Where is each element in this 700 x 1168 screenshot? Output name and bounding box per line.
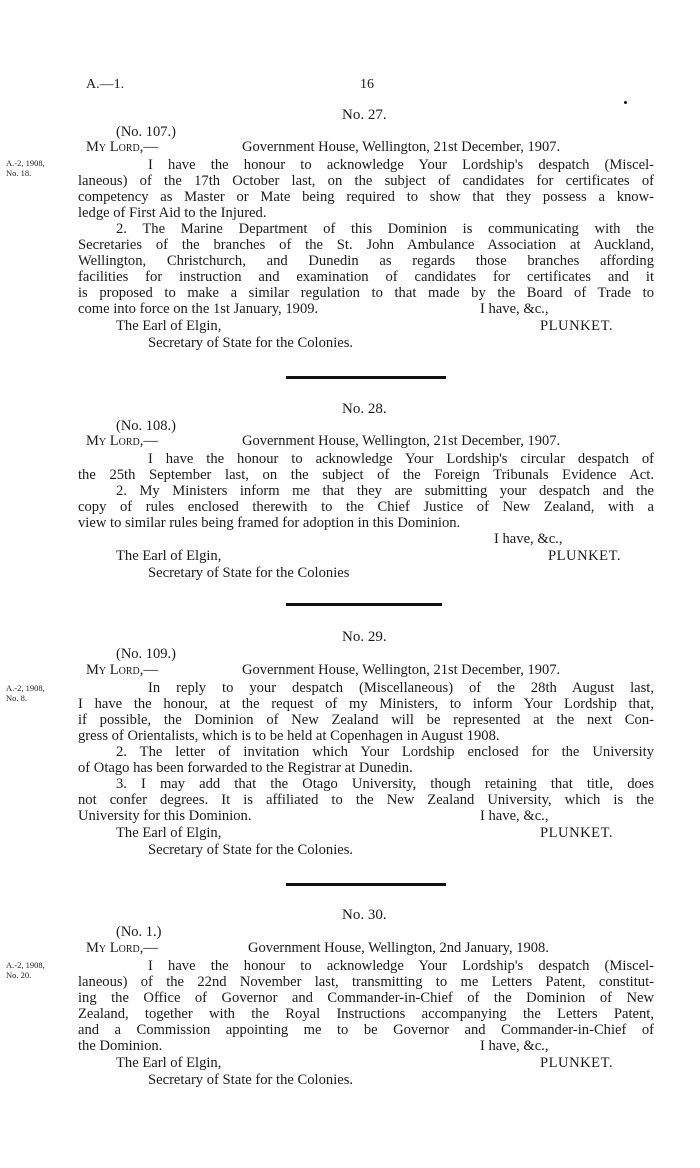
section-divider	[286, 603, 442, 606]
salutation: My Lord,—	[86, 940, 158, 956]
section-divider	[286, 376, 446, 379]
salutation: My Lord,—	[86, 433, 158, 449]
body-line: if possible, the Dominion of New Zealand will be represented at the next Con-	[78, 712, 654, 728]
body-line: competency as Master or Mate being required to show that they possess a know-	[78, 189, 654, 205]
body-line: gress of Orientalists, which is to be held at Copenhagen in August 1908.	[78, 728, 500, 744]
margin-note	[6, 158, 45, 178]
letter-number: No. 30.	[342, 907, 387, 923]
closing: I have, &c.,	[480, 808, 549, 824]
place-date: Government House, Wellington, 2nd January, 1908.	[248, 940, 549, 956]
recipient: The Earl of Elgin,	[116, 548, 222, 564]
body-line: Wellington, Christchurch, and Dunedin as regards those branches affording	[78, 253, 654, 269]
letter-ref: (No. 109.)	[116, 646, 177, 662]
margin-note-line: A.-2, 1908,	[6, 960, 45, 970]
closing: I have, &c.,	[480, 301, 549, 317]
body-line: 2. My Ministers inform me that they are submitting your despatch and the	[116, 483, 654, 499]
letter-ref: (No. 107.)	[116, 124, 177, 140]
page-number: 16	[360, 77, 374, 92]
signature: PLUNKET.	[540, 1055, 614, 1071]
body-line: is proposed to make a similar regulation to that made by the Board of Trade to	[78, 285, 654, 301]
salutation: My Lord,—	[86, 662, 158, 678]
body-line: of Otago has been forwarded to the Registrar at Dunedin.	[78, 760, 413, 776]
letter-number: No. 28.	[342, 401, 387, 417]
body-line: 3. I may add that the Otago University, though retaining that title, does	[116, 776, 654, 792]
body-line: copy of rules enclosed therewith to the Chief Justice of New Zealand, with a	[78, 499, 654, 515]
body-line: I have the honour to acknowledge Your Lordship's despatch (Miscel-	[148, 958, 654, 974]
body-line: Zealand, together with the Royal Instructions accompanying the Letters Patent,	[78, 1006, 654, 1022]
closing: I have, &c.,	[480, 1038, 549, 1054]
signature: PLUNKET.	[548, 548, 622, 564]
recipient: The Earl of Elgin,	[116, 318, 222, 334]
body-line: 2. The letter of invitation which Your Lordship enclosed for the University	[116, 744, 654, 760]
margin-note-line: No. 8.	[6, 693, 28, 703]
body-line: not confer degrees. It is affiliated to the New Zealand University, which is the	[78, 792, 654, 808]
body-line: University for this Dominion.	[78, 808, 252, 824]
body-line: I have the honour to acknowledge Your Lordship's despatch (Miscel-	[148, 157, 654, 173]
office: Secretary of State for the Colonies	[148, 565, 350, 581]
margin-note-line: A.-2, 1908,	[6, 158, 45, 168]
margin-note	[6, 683, 45, 703]
section-divider	[286, 883, 446, 886]
place-date: Government House, Wellington, 21st December, 1907.	[242, 433, 561, 449]
body-line: 2. The Marine Department of this Dominion is communicating with the	[116, 221, 654, 237]
letter-ref: (No. 1.)	[116, 924, 162, 940]
closing: I have, &c.,	[494, 531, 563, 547]
body-line: come into force on the 1st January, 1909.	[78, 301, 319, 317]
letter-number: No. 29.	[342, 629, 387, 645]
page-series: A.—1.	[86, 77, 125, 92]
body-line: the Dominion.	[78, 1038, 163, 1054]
body-line: I have the honour to acknowledge Your Lordship's circular despatch of	[148, 451, 654, 467]
body-line: ing the Office of Governor and Commander-in-Chief of the Dominion of New	[78, 990, 654, 1006]
body-line: In reply to your despatch (Miscellaneous) of the 28th August last,	[148, 680, 654, 696]
margin-note-line: No. 18.	[6, 168, 32, 178]
signature: PLUNKET.	[540, 825, 614, 841]
margin-note	[6, 960, 45, 980]
body-line: laneous) of the 22nd November last, transmitting to me Letters Patent, constitut-	[78, 974, 654, 990]
body-line: the 25th September last, on the subject of the Foreign Tribunals Evidence Act.	[78, 467, 654, 483]
margin-note-line: A.-2, 1908,	[6, 683, 45, 693]
body-line: and a Commission appointing me to be Governor and Commander-in-Chief of	[78, 1022, 654, 1038]
letter-number: No. 27.	[342, 107, 387, 123]
body-line: Secretaries of the branches of the St. John Ambulance Association at Auckland,	[78, 237, 654, 253]
office: Secretary of State for the Colonies.	[148, 335, 354, 351]
salutation: My Lord,—	[86, 139, 158, 155]
recipient: The Earl of Elgin,	[116, 825, 222, 841]
ink-speck	[624, 101, 627, 104]
office: Secretary of State for the Colonies.	[148, 1072, 354, 1088]
margin-note-line: No. 20.	[6, 970, 32, 980]
body-line: facilities for instruction and examination of candidates for certificates and it	[78, 269, 654, 285]
place-date: Government House, Wellington, 21st December, 1907.	[242, 139, 561, 155]
body-line: laneous) of the 17th October last, on the subject of candidates for certificates of	[78, 173, 654, 189]
place-date: Government House, Wellington, 21st December, 1907.	[242, 662, 561, 678]
body-line: ledge of First Aid to the Injured.	[78, 205, 267, 221]
body-line: view to similar rules being framed for adoption in this Dominion.	[78, 515, 461, 531]
letter-ref: (No. 108.)	[116, 418, 177, 434]
signature: PLUNKET.	[540, 318, 614, 334]
office: Secretary of State for the Colonies.	[148, 842, 354, 858]
body-line: I have the honour, at the request of my Ministers, to inform Your Lordship that,	[78, 696, 654, 712]
recipient: The Earl of Elgin,	[116, 1055, 222, 1071]
